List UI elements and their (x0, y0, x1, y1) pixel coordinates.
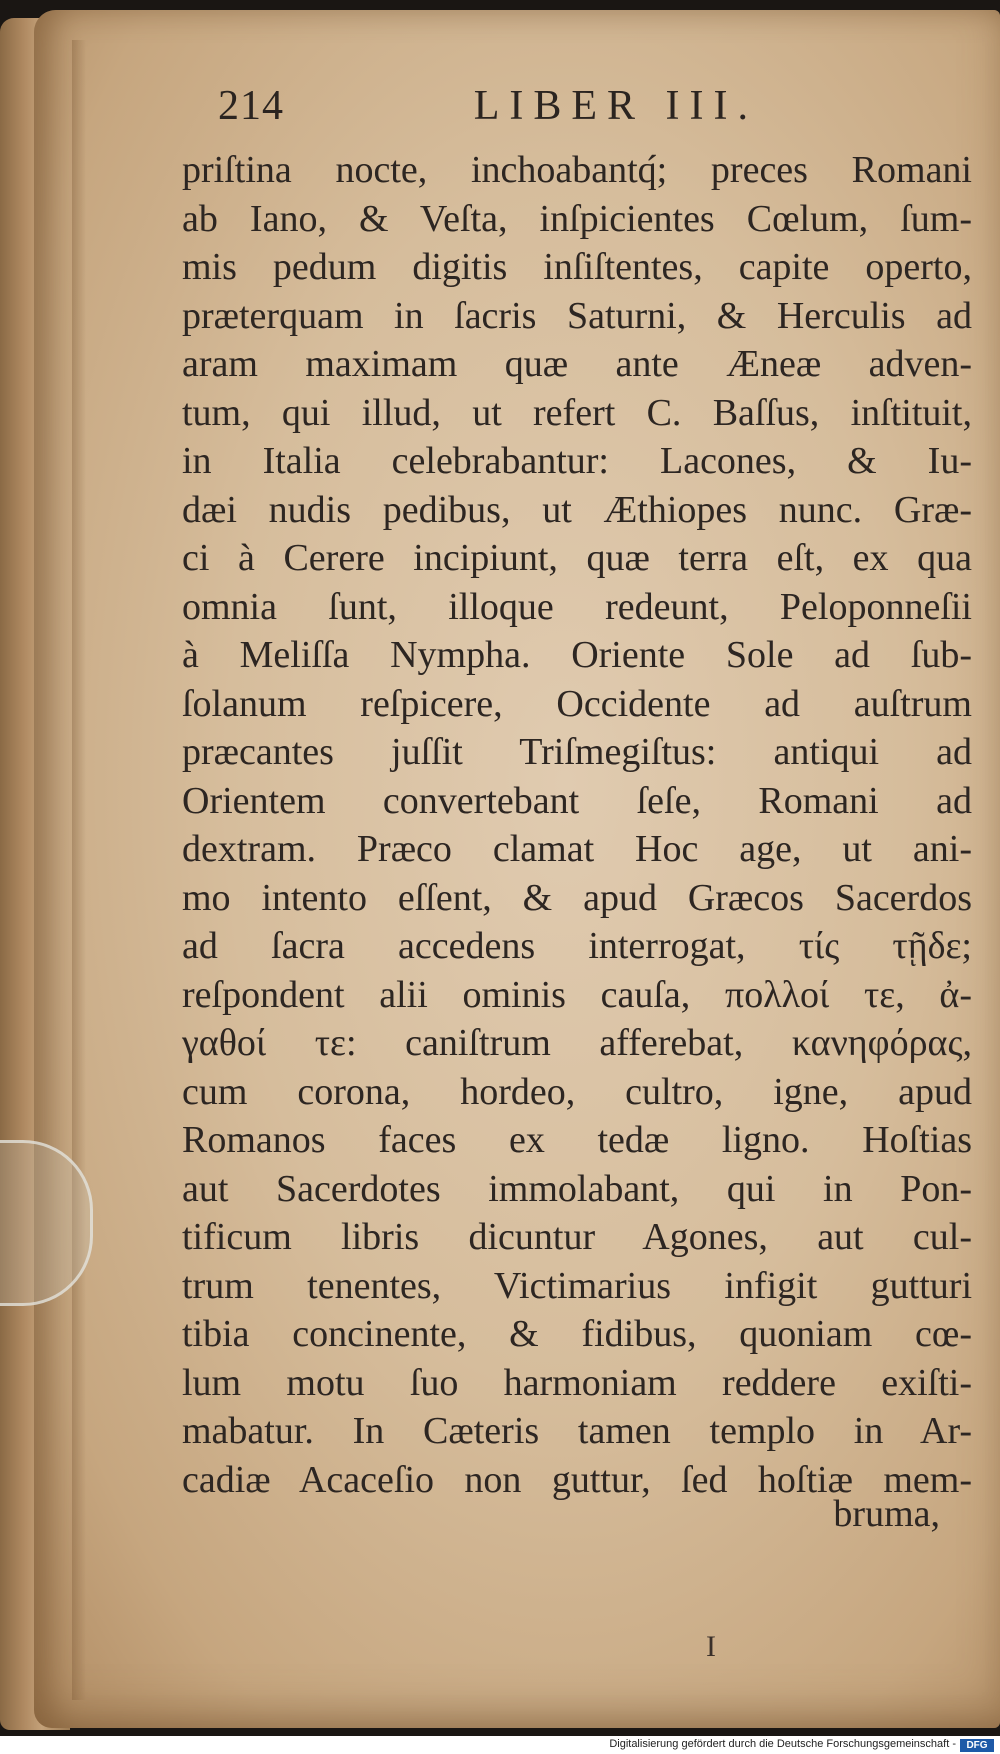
text-line: ad ſacra accedens interrogat, τίς τῇδε; (182, 925, 972, 967)
text-line: omnia ſunt, illoque redeunt, Peloponneſii (182, 585, 972, 628)
text-line: mo intento eſſent, & apud Græcos Sacerdos (182, 876, 972, 919)
footer-credit: Digitalisierung gefördert durch die Deutsche Forschungsgemeinschaft - (609, 1738, 956, 1750)
text-line: aut Sacerdotes immolabant, qui in Pon- (182, 1167, 972, 1210)
text-line: cum corona, hordeo, cultro, igne, apud (182, 1070, 972, 1113)
page-header (218, 82, 758, 130)
text-line: trum tenentes, Victimarius infigit gutturi (182, 1264, 972, 1307)
text-line: præterquam in ſacris Saturni, & Herculis ad (182, 294, 972, 337)
text-line: tificum libris dicuntur Agones, aut cul- (182, 1216, 972, 1258)
text-line: reſpondent alii ominis cauſa, πολλοί τε, ἀ- (182, 973, 972, 1016)
text-line: præcantes juſſit Triſmegiſtus: antiqui ad (182, 731, 972, 773)
text-line: tum, qui illud, ut refert C. Baſſus, inſtituit, (182, 391, 972, 434)
text-line: tibia concinente, & fidibus, quoniam cœ- (182, 1313, 972, 1355)
gutter-shadow (72, 40, 86, 1700)
text-line: cadiæ Acaceſio non guttur, ſed hoſtiæ mem- (182, 1458, 972, 1501)
body-text (182, 146, 972, 1504)
running-title: LIBER III. (473, 83, 758, 129)
text-line: ab Iano, & Veſta, inſpicientes Cœlum, ſum- (182, 197, 972, 240)
text-line: in Italia celebrabantur: Lacones, & Iu- (182, 440, 972, 482)
text-line: ſolanum reſpicere, Occidente ad auſtrum (182, 682, 972, 725)
text-line: Romanos faces ex tedæ ligno. Hoſtias (182, 1119, 972, 1161)
text-line: ci à Cerere incipiunt, quæ terra eſt, ex qua (182, 537, 972, 579)
catchword: bruma, (833, 1493, 940, 1535)
dfg-logo-icon: DFG (960, 1739, 994, 1752)
text-line: dextram. Præco clamat Hoc age, ut ani- (182, 828, 972, 870)
text-line: aram maximam quæ ante Æneæ adven- (182, 343, 972, 385)
catchword-row (182, 1492, 940, 1536)
text-line: priſtina nocte, inchoabantq́; preces Romani (182, 149, 972, 191)
page-number: 214 (218, 83, 284, 129)
text-line: Orientem convertebant ſeſe, Romani ad (182, 779, 972, 822)
text-line: mis pedum digitis inſiſtentes, capite operto, (182, 246, 972, 288)
text-line: lum motu ſuo harmoniam reddere exiſti- (182, 1361, 972, 1404)
text-line: à Meliſſa Nympha. Oriente Sole ad ſub- (182, 634, 972, 676)
text-line: dæi nudis pedibus, ut Æthiopes nunc. Græ- (182, 488, 972, 531)
signature-mark: I (706, 1630, 716, 1663)
text-line: γαθοί τε: caniſtrum afferebat, κανηφόρας, (182, 1022, 972, 1064)
text-line: mabatur. In Cæteris tamen templo in Ar- (182, 1410, 972, 1452)
